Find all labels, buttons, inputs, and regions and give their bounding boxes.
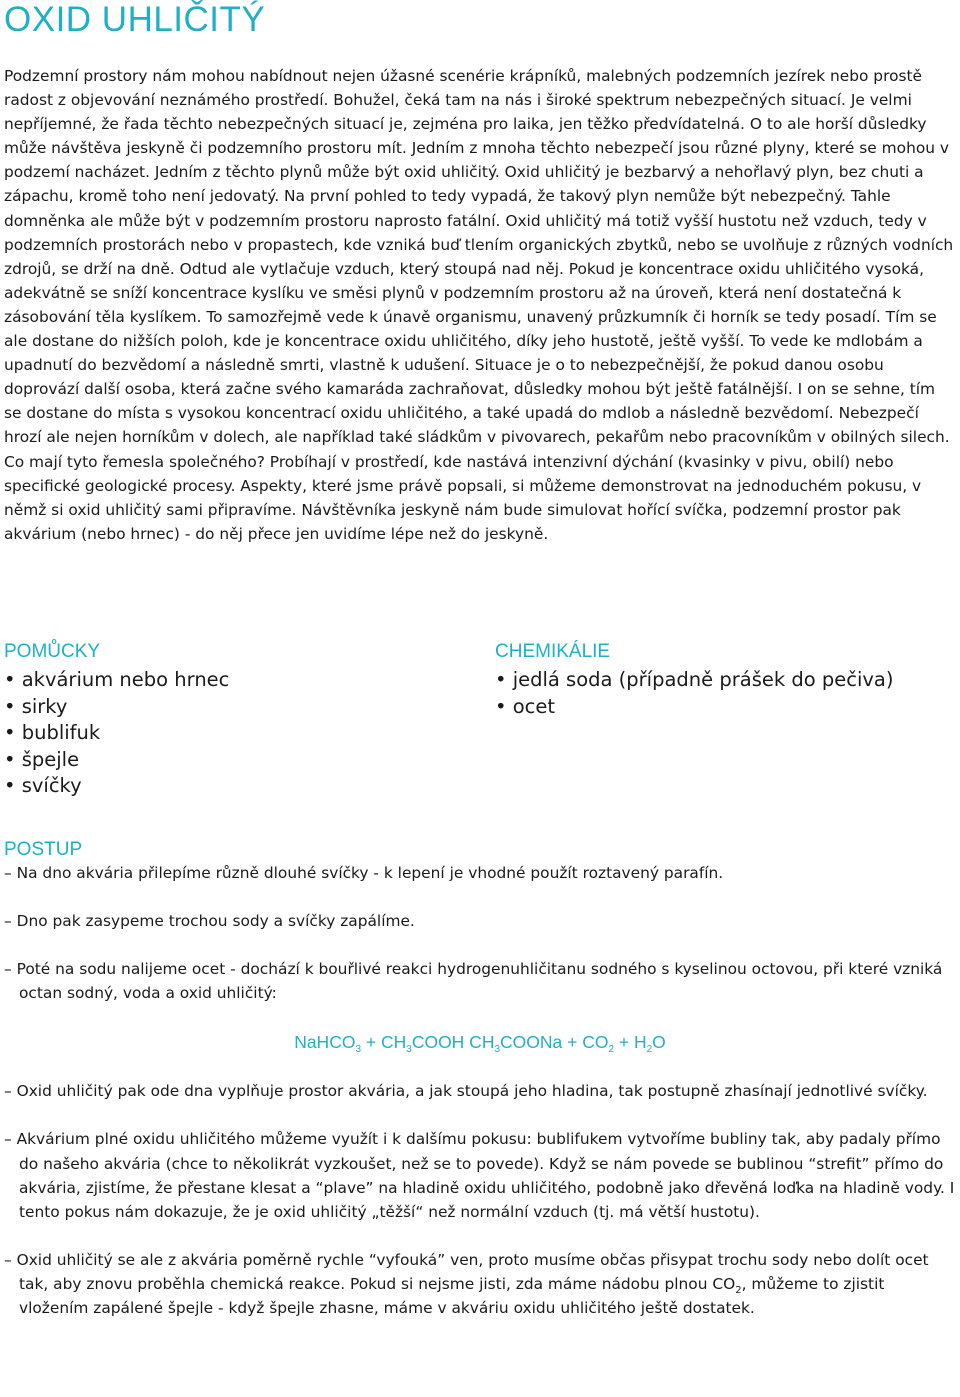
list-item: • svíčky — [4, 773, 474, 800]
eq-part: + CH — [361, 1032, 407, 1053]
chemical-equation — [4, 1025, 956, 1059]
page-title: OXID UHLIČITÝ — [4, 0, 266, 39]
eq-subscript: 2 — [608, 1044, 615, 1056]
postup-heading: POSTUP — [4, 839, 83, 860]
list-item: • ocet — [495, 694, 955, 721]
chemikalie-list — [495, 667, 955, 720]
step-1: – Na dno akvária přilepíme různě dlouhé svíčky - k lepení je vhodné použít roztavený parafín. — [4, 864, 724, 882]
step-5: – Akvárium plné oxidu uhličitého můžeme využít i k dalšímu pokusu: bublifukem vytvoříme bubliny tak, aby padaly přímo do našeho akvária (chce to několikrát vyzkoušet, než se to povede). Když se nám povede se bublinou “strefit” přímo do akvária, zjistíme, že přestane klesat a “plave” na hladině oxidu uhličitého, podobně jako dřevěná loďka na hladině vody. I tento pokus nám dokazuje, že je oxid uhličitý „těžší“ než normální vzduch (tj. má větší hustotu). — [4, 1130, 955, 1221]
step-3: – Poté na sodu nalijeme ocet - dochází k bouřlivé reakci hydrogenuhličitanu sodného s kyselinou octovou, při které vzniká octan sodný, voda a oxid uhličitý: — [4, 960, 943, 1003]
intro-paragraph: Podzemní prostory nám mohou nabídnout nejen úžasné scenérie krápníků, malebných podzemních jezírek nebo prostě radost z objevování neznámého prostředí. Bohužel, čeká tam na nás i široké spektrum nebezpečných situací. Je velmi nepříjemné, že řada těchto nebezpečných situací je, zejména pro laika, jen těžko předvídatelná. O to ale horší důsledky může návštěva jeskyně či podzemního prostoru mít. Jedním z mnoha těchto nebezpečí jsou různé plyny, které se mohou v podzemí nacházet. Jedním z těchto plynů může být oxid uhličitý. Oxid uhličitý je bezbarvý a nehořlavý plyn, bez chuti a zápachu, kromě toho není jedovatý. Na první pohled to tedy vypadá, že takový plyn nemůže být nebezpečný. Tahle domněnka ale může být v podzemním prostoru naprosto fatální. Oxid uhličitý má totiž vyšší hustotu než vzduch, tedy v podzemních prostorách nebo v propastech, kde vzniká buď tlením organických zbytků, nebo se uvolňuje z různých vodních zdrojů, se drží na dně. Odtud ale vytlačuje vzduch, který stoupá nad něj. Pokud je koncentrace oxidu uhličitého vysoká, adekvátně se sníží koncentrace kyslíku ve směsi plynů v podzemním prostoru až na úroveň, která není dostatečná k zásobování těla kyslíkem. To samozřejmě vede k únavě organismu, unavený průzkumník či horník se tedy posadí. Tím se ale dostane do nižších poloh, kde je koncentrace oxidu uhličitého, díky jeho hustotě, ještě vyšší. To vede ke mdlobám a upadnutí do bezvědomí a následně smrti, vlastně k udušení. Situace je o to nebezpečnější, že pokud danou osobu doprovází další osoba, která začne svého kamaráda zachraňovat, důsledky mohou být ještě fatálnější. I on se sehne, tím se dostane do místa s vysokou koncentrací oxidu uhličitého, a také upadá do mdlob a následně bezvědomí. Nebezpečí hrozí ale nejen horníkům v dolech, ale například také sládkům v pivovarech, pekařům nebo pracovníkům v obilných silech. Co mají tyto řemesla společného? Probíhají v prostředí, kde nastává intenzivní dýchání (kvasinky v pivu, obilí) nebo specifické geologické procesy. Aspekty, které jsme právě popsali, si můžeme demonstrovat na jednoduchém pokusu, v němž si oxid uhličitý sami připravíme. Návštěvníka jeskyně nám bude simulovat hořící svíčka, podzemní prostor pak akvárium (nebo hrnec) - do něj přece jen uvidíme lépe než do jeskyně. — [4, 67, 954, 543]
step-6-subscript: 2 — [735, 1284, 742, 1296]
eq-part: O — [652, 1032, 666, 1053]
eq-part: COONa + CO — [500, 1032, 609, 1053]
step-4: – Oxid uhličitý pak ode dna vyplňuje prostor akvária, a jak stoupá jeho hladina, tak postupně zhasínají jednotlivé svíčky. — [4, 1082, 928, 1101]
eq-part: + H — [614, 1032, 647, 1053]
step-6-text: – Oxid uhličitý se ale z akvária poměrně rychle “vyfouká” ven, proto musíme občas přisypat trochu sody nebo dolít ocet tak, aby znovu proběhla chemická reakce. Pokud si nejsme jisti, zda máme nádobu plnou CO — [4, 1250, 929, 1293]
chemikalie-heading: CHEMIKÁLIE — [495, 641, 611, 662]
list-item: • bublifuk — [4, 720, 474, 747]
step-2: – Dno pak zasypeme trochou sody a svíčky zapálíme. — [4, 912, 415, 931]
eq-subscript: 3 — [355, 1044, 362, 1056]
eq-subscript: 3 — [494, 1044, 501, 1056]
eq-part: COOH CH — [411, 1032, 495, 1053]
list-item: • sirky — [4, 694, 474, 721]
eq-subscript: 2 — [646, 1044, 653, 1056]
list-item: • špejle — [4, 747, 474, 774]
step-6 — [4, 1248, 956, 1320]
chemikalie-section — [495, 641, 955, 720]
list-item: • jedlá soda (případně prášek do pečiva) — [495, 667, 955, 694]
eq-subscript: 3 — [406, 1044, 412, 1056]
pomucky-list — [4, 667, 474, 800]
pomucky-heading: POMŮCKY — [4, 641, 101, 662]
postup-section — [4, 839, 956, 1320]
list-item: • akvárium nebo hrnec — [4, 667, 474, 694]
step-6-text-end: , můžeme to zjistit vložením zapálené špejle - když špejle zhasne, máme v akváriu oxidu uhličitého ještě dostatek. — [19, 1274, 885, 1318]
pomucky-section — [4, 641, 474, 800]
eq-part: NaHCO — [294, 1032, 356, 1053]
